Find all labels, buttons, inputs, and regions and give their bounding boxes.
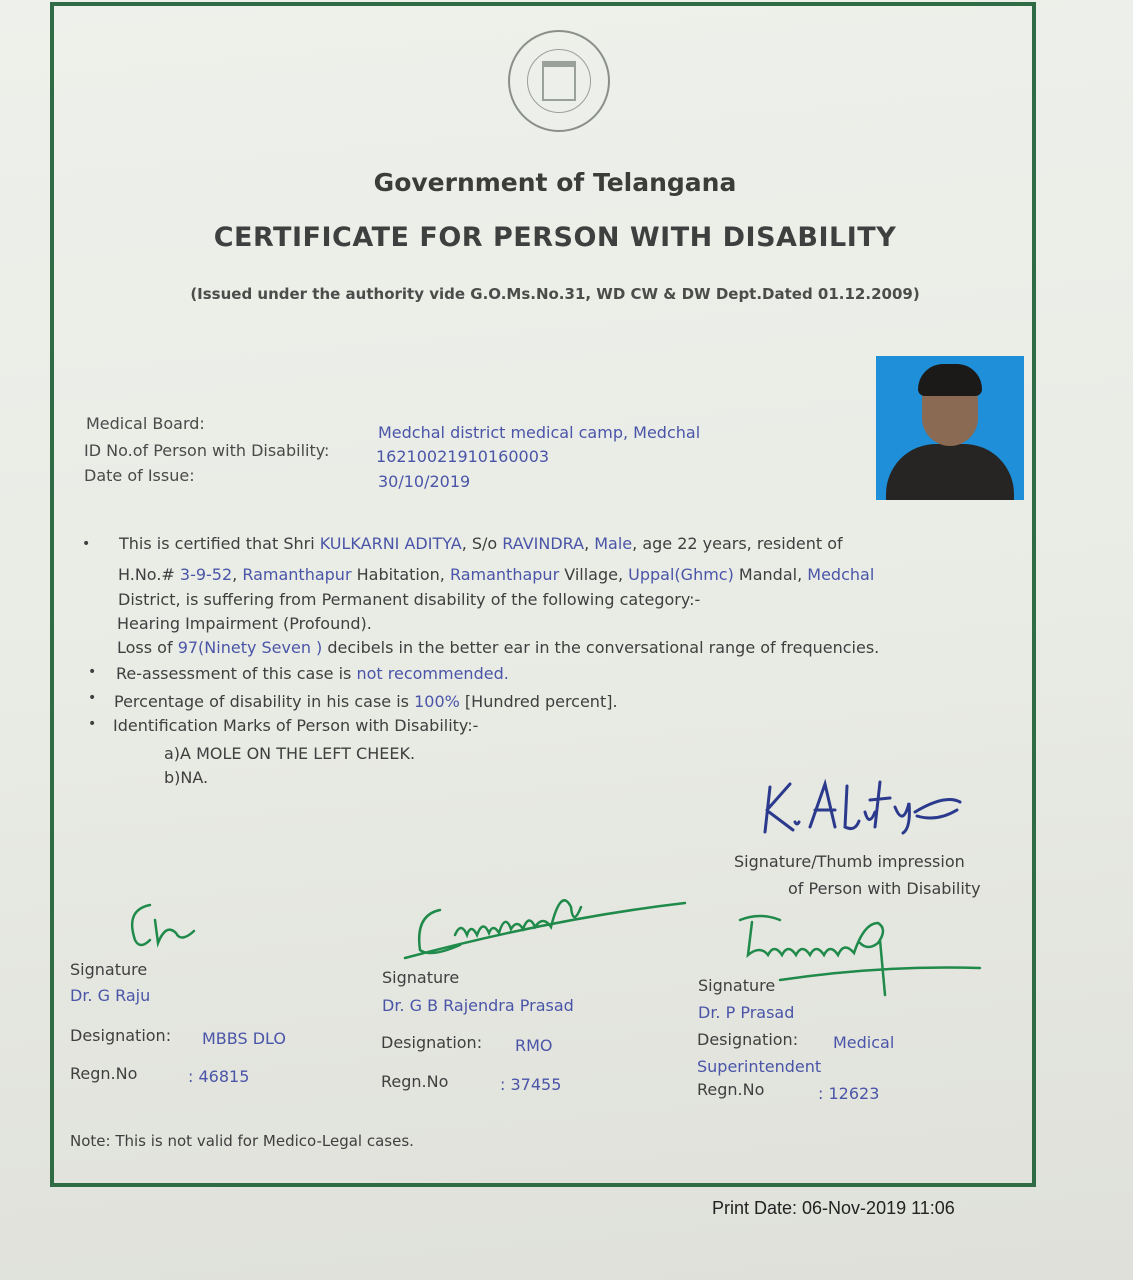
signatory-2-designation-label: Designation:: [381, 1033, 483, 1052]
print-date: Print Date: 06-Nov-2019 11:06: [712, 1198, 955, 1218]
signatory-3-regn-label: Regn.No: [697, 1080, 765, 1099]
signatory-3-designation: Medical: [833, 1033, 895, 1052]
date-value: 30/10/2019: [378, 472, 471, 491]
authority-line: (Issued under the authority vide G.O.Ms.No.31, WD CW & DW Dept.Dated 01.12.2009): [190, 285, 920, 303]
statement-line-1: This is certified that Shri KULKARNI ADITYA, S/o RAVINDRA, Male, age 22 years, resident of: [119, 534, 843, 553]
signatory-1-designation-label: Designation:: [70, 1026, 172, 1045]
bullet-icon: •: [88, 690, 97, 706]
bullet-icon: •: [82, 536, 91, 552]
certificate-title: CERTIFICATE FOR PERSON WITH DISABILITY: [213, 222, 897, 253]
signatory-2-signature: [395, 880, 695, 970]
disability-category: Hearing Impairment (Profound).: [117, 614, 372, 633]
signatory-1-regn-label: Regn.No: [70, 1064, 138, 1083]
government-heading: Government of Telangana: [373, 168, 737, 197]
percentage-line: Percentage of disability in his case is 100% [Hundred percent].: [114, 692, 618, 711]
bullet-icon: •: [88, 664, 97, 680]
validity-note: Note: This is not valid for Medico-Legal cases.: [70, 1132, 414, 1150]
signatory-2-regn: : 37455: [500, 1075, 562, 1094]
bullet-icon: •: [88, 716, 97, 732]
signatory-3-designation-cont: Superintendent: [697, 1057, 822, 1076]
signatory-1-designation: MBBS DLO: [202, 1029, 286, 1048]
statement-line-2: H.No.# 3-9-52, Ramanthapur Habitation, Ramanthapur Village, Uppal(Ghmc) Mandal, Medchal: [118, 565, 875, 584]
date-label: Date of Issue:: [84, 466, 195, 485]
medical-board-label: Medical Board:: [86, 414, 205, 433]
signatory-1-signature-label: Signature: [70, 960, 148, 979]
emblem-tower-icon: [542, 61, 576, 101]
identification-marks-label: Identification Marks of Person with Disability:-: [113, 716, 479, 735]
signatory-3-name: Dr. P Prasad: [698, 1003, 795, 1022]
identification-mark-b: b)NA.: [164, 768, 209, 787]
signatory-1-name: Dr. G Raju: [70, 986, 151, 1005]
hearing-loss-line: Loss of 97(Ninety Seven ) decibels in the better ear in the conversational range of frequencies.: [117, 638, 880, 657]
id-value: 16210021910160003: [376, 447, 550, 466]
identification-mark-a: a)A MOLE ON THE LEFT CHEEK.: [164, 744, 416, 763]
signatory-1-signature: [120, 895, 210, 955]
applicant-signature-label-2: of Person with Disability: [788, 879, 981, 898]
signatory-2-name: Dr. G B Rajendra Prasad: [382, 996, 574, 1015]
signatory-1-regn: : 46815: [188, 1067, 250, 1086]
medical-board-value: Medchal district medical camp, Medchal: [378, 423, 701, 442]
signatory-2-designation: RMO: [515, 1036, 553, 1055]
signatory-3-signature-label: Signature: [698, 976, 776, 995]
applicant-photo: [876, 356, 1024, 500]
reassessment-line: Re-assessment of this case is not recommended.: [116, 664, 509, 683]
statement-line-3: District, is suffering from Permanent disability of the following category:-: [118, 590, 701, 609]
signatory-2-signature-label: Signature: [382, 968, 460, 987]
signatory-3-designation-label: Designation:: [697, 1030, 799, 1049]
signatory-3-regn: : 12623: [818, 1084, 880, 1103]
state-emblem-seal: [508, 30, 610, 132]
applicant-signature: [755, 772, 965, 842]
id-label: ID No.of Person with Disability:: [84, 441, 330, 460]
signatory-2-regn-label: Regn.No: [381, 1072, 449, 1091]
applicant-signature-label-1: Signature/Thumb impression: [734, 852, 965, 871]
